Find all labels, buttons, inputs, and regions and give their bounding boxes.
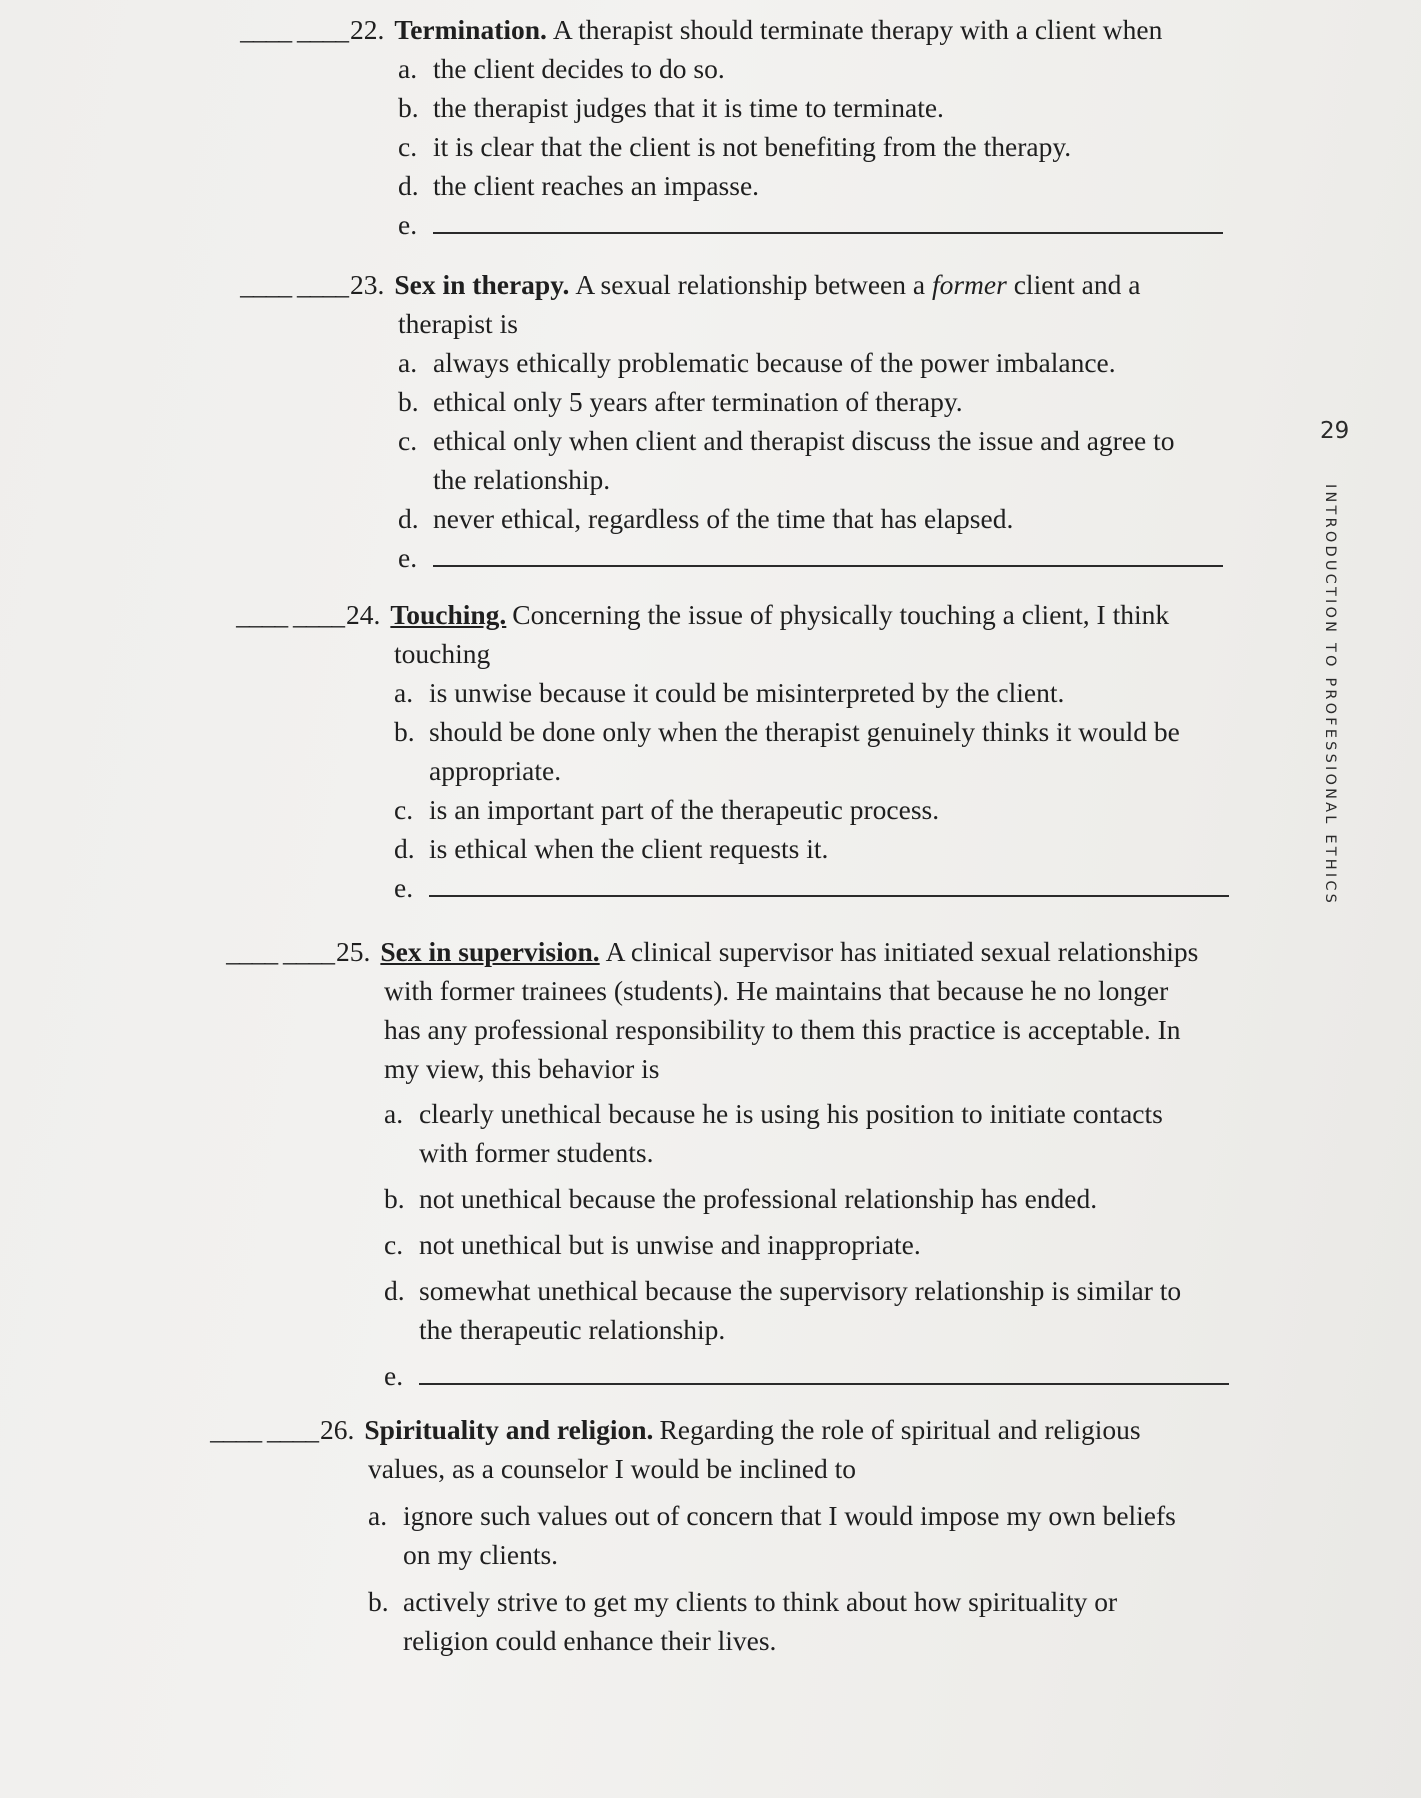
question-title: Termination. <box>394 14 547 45</box>
answer-blank[interactable]: ____ ____ <box>210 1414 318 1445</box>
running-head: INTRODUCTION TO PROFESSIONAL ETHICS <box>1322 484 1338 907</box>
question-text-cont: with former trainees (students). He maintains that because he no longer <box>384 975 1169 1006</box>
page-number: 29 <box>1320 418 1350 444</box>
option-c[interactable]: c. ethical only when client and therapist discuss the issue and agree to the relationship. <box>398 425 1175 495</box>
question-number: 23. <box>350 269 385 300</box>
option-b[interactable]: b. actively strive to get my clients to think about how spirituality or religion could enhance their lives. <box>368 1586 1118 1656</box>
option-d[interactable]: d. the client reaches an impasse. <box>398 170 760 201</box>
option-b[interactable]: b. ethical only 5 years after termination of therapy. <box>398 386 963 417</box>
answer-blank[interactable]: ____ ____ <box>240 269 348 300</box>
option-c[interactable]: c. it is clear that the client is not benefiting from the therapy. <box>398 131 1072 162</box>
option-e-write-in[interactable]: e. <box>350 538 1223 577</box>
option-a[interactable]: a. always ethically problematic because of the power imbalance. <box>398 347 1116 378</box>
write-in-line[interactable] <box>419 1382 1229 1385</box>
option-e-write-in[interactable]: e. <box>350 205 1223 244</box>
option-a[interactable]: a. ignore such values out of concern that I would impose my own beliefs on my clients. <box>368 1500 1176 1570</box>
question-text-cont: touching <box>394 638 491 669</box>
question-stem: ____ ____ 23. Sex in therapy. A sexual relationship between a former client and a <box>350 265 1223 304</box>
write-in-line[interactable] <box>429 894 1229 897</box>
question-text-cont: has any professional responsibility to them this practice is acceptable. In <box>384 1014 1181 1045</box>
option-b[interactable]: b. should be done only when the therapist genuinely thinks it would be appropriate. <box>394 716 1180 786</box>
question-stem: ____ ____ 25. Sex in supervision. A clinical supervisor has initiated sexual relationships <box>336 932 1229 971</box>
option-e-write-in[interactable]: e. <box>336 1356 1229 1395</box>
question-title: Touching. <box>390 599 507 630</box>
option-b[interactable]: b. the therapist judges that it is time to terminate. <box>398 92 944 123</box>
option-d[interactable]: d. somewhat unethical because the supervisory relationship is similar to the therapeutic relationship. <box>384 1275 1182 1345</box>
question-number: 26. <box>320 1414 355 1445</box>
option-c[interactable]: c. not unethical but is unwise and inappropriate. <box>384 1229 921 1260</box>
option-d[interactable]: d. is ethical when the client requests it. <box>394 833 829 864</box>
question-22 <box>240 10 1223 244</box>
question-text: A therapist should terminate therapy with a client when <box>552 14 1163 45</box>
write-in-line[interactable] <box>433 564 1223 567</box>
write-in-line[interactable] <box>433 231 1223 234</box>
option-c[interactable]: c. is an important part of the therapeutic process. <box>394 794 940 825</box>
option-d[interactable]: d. never ethical, regardless of the time that has elapsed. <box>398 503 1014 534</box>
option-a[interactable]: a. is unwise because it could be misinterpreted by the client. <box>394 677 1065 708</box>
question-text-cont: my view, this behavior is <box>384 1053 660 1084</box>
question-number: 24. <box>346 599 381 630</box>
question-title: Sex in supervision. <box>380 936 600 967</box>
question-number: 25. <box>336 936 371 967</box>
emphasis-word: former <box>931 269 1007 300</box>
question-23 <box>240 265 1223 577</box>
option-e-write-in[interactable]: e. <box>346 868 1229 907</box>
question-stem: ____ ____ 24. Touching. Concerning the issue of physically touching a client, I think <box>346 595 1229 634</box>
answer-blank[interactable]: ____ ____ <box>226 936 334 967</box>
question-text-cont: therapist is <box>398 308 518 339</box>
question-stem <box>240 10 1223 49</box>
question-title: Spirituality and religion. <box>364 1414 654 1445</box>
answer-blank[interactable]: ____ ____ <box>240 14 348 45</box>
option-a[interactable]: a. the client decides to do so. <box>398 53 725 84</box>
question-stem: ____ ____ 26. Spirituality and religion. Regarding the role of spiritual and religious <box>320 1410 1176 1449</box>
option-b[interactable]: b. not unethical because the professional relationship has ended. <box>384 1183 1098 1214</box>
question-text-cont: values, as a counselor I would be inclined to <box>368 1453 856 1484</box>
question-title: Sex in therapy. <box>394 269 570 300</box>
question-25 <box>226 932 1229 1395</box>
question-26 <box>210 1410 1176 1660</box>
question-number: 22. <box>350 14 385 45</box>
option-a[interactable]: a. clearly unethical because he is using his position to initiate contacts with former students. <box>384 1098 1163 1168</box>
question-24 <box>236 595 1229 907</box>
answer-blank[interactable]: ____ ____ <box>236 599 344 630</box>
